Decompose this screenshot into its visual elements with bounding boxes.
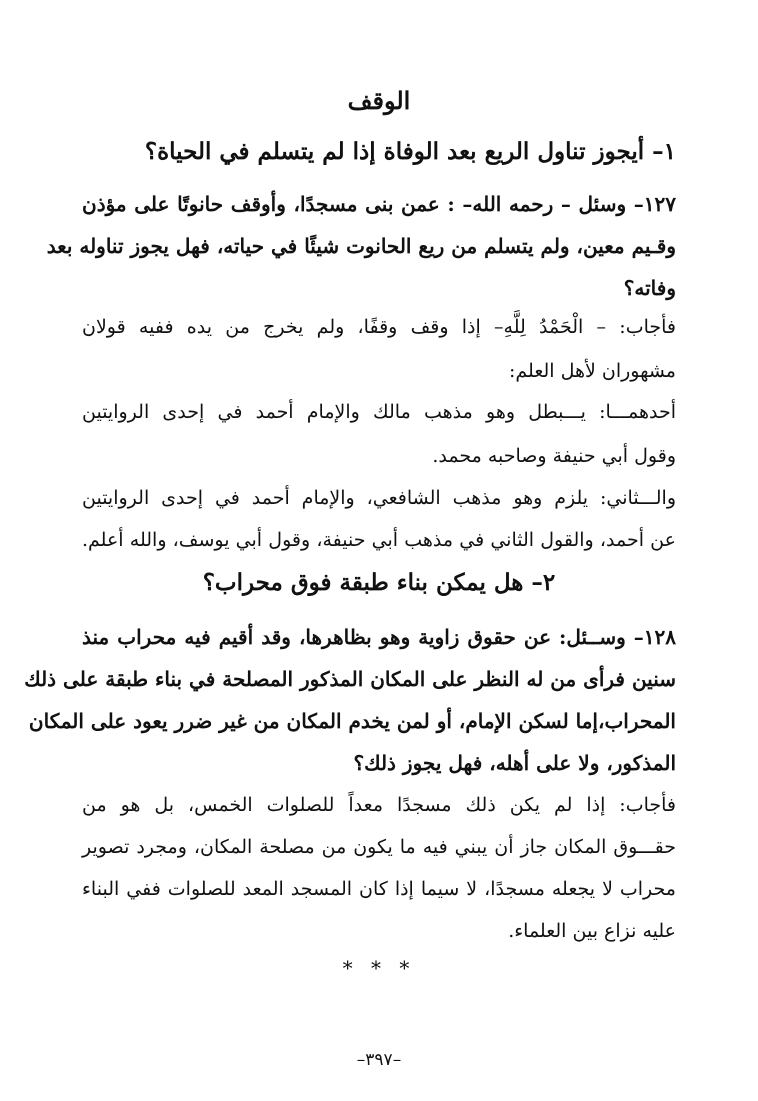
section-2-heading: ٢– هل يمكن بناء طبقة فوق محراب؟ — [202, 569, 556, 596]
answer-128-line-2: حقـــوق المكان جاز أن يبني فيه ما يكون من مصلحة المكان، ومجرد تصوير — [82, 836, 676, 858]
section-separator-stars: * * * — [342, 956, 416, 980]
answer-127-para-3-line-2: عن أحمد، والقول الثاني في مذهب أبي حنيفة، وقول أبي يوسف، والله أعلم. — [82, 529, 676, 551]
question-128-line-1: ١٢٨– وســئل: عن حقوق زاوية وهو بظاهرها، وقد أقيم فيه محراب منذ — [82, 625, 676, 649]
question-127-line-1: ١٢٧– وسئل – رحمه الله– : عمن بنى مسجدًا، وأوقف حانوتًا على مؤذن — [82, 192, 676, 216]
answer-127-para-1-line-1: فأجاب: – الْحَمْدُ لِلَّهِ– إذا وقف وقفًا، ولم يخرج من يده ففيه قولان — [82, 316, 676, 338]
question-127-line-2: وقـيم معين، ولم يتسلم من ريع الحانوت شيئًا في حياته، فهل يجوز تناوله بعد — [46, 234, 676, 258]
answer-128-line-1: فأجاب: إذا لم يكن ذلك مسجدًا معداً للصلوات الخمس، بل هو من — [82, 794, 676, 816]
question-128-line-4: المذكور، ولا على أهله، فهل يجوز ذلك؟ — [353, 751, 676, 775]
answer-127-para-3-line-1: والـــثاني: يلزم وهو مذهب الشافعي، والإمام أحمد في إحدى الروايتين — [82, 487, 676, 509]
question-127-line-3: وفاته؟ — [623, 276, 676, 300]
answer-128-line-4: عليه نزاع بين العلماء. — [508, 920, 676, 942]
page-title: الوقف — [347, 86, 411, 115]
page-number: –٣٩٧– — [356, 1050, 402, 1070]
answer-127-para-2-line-2: وقول أبي حنيفة وصاحبه محمد. — [432, 445, 676, 467]
answer-128-line-3: محراب لا يجعله مسجدًا، لا سيما إذا كان المسجد المعد للصلوات ففي البناء — [82, 878, 676, 900]
section-1-heading: ١– أيجوز تناول الريع بعد الوفاة إذا لم يتسلم في الحياة؟ — [144, 138, 676, 165]
question-128-line-2: سنين فرأى من له النظر على المكان المذكور المصلحة في بناء طبقة على ذلك — [24, 667, 676, 691]
question-128-line-3: المحراب،إما لسكن الإمام، أو لمن يخدم المكان من غير ضرر يعود على المكان — [28, 709, 676, 733]
answer-127-para-1-line-2: مشهوران لأهل العلم: — [508, 360, 676, 382]
answer-127-para-2-line-1: أحدهمـــا: يـــبطل وهو مذهب مالك والإمام أحمد في إحدى الروايتين — [82, 401, 676, 423]
